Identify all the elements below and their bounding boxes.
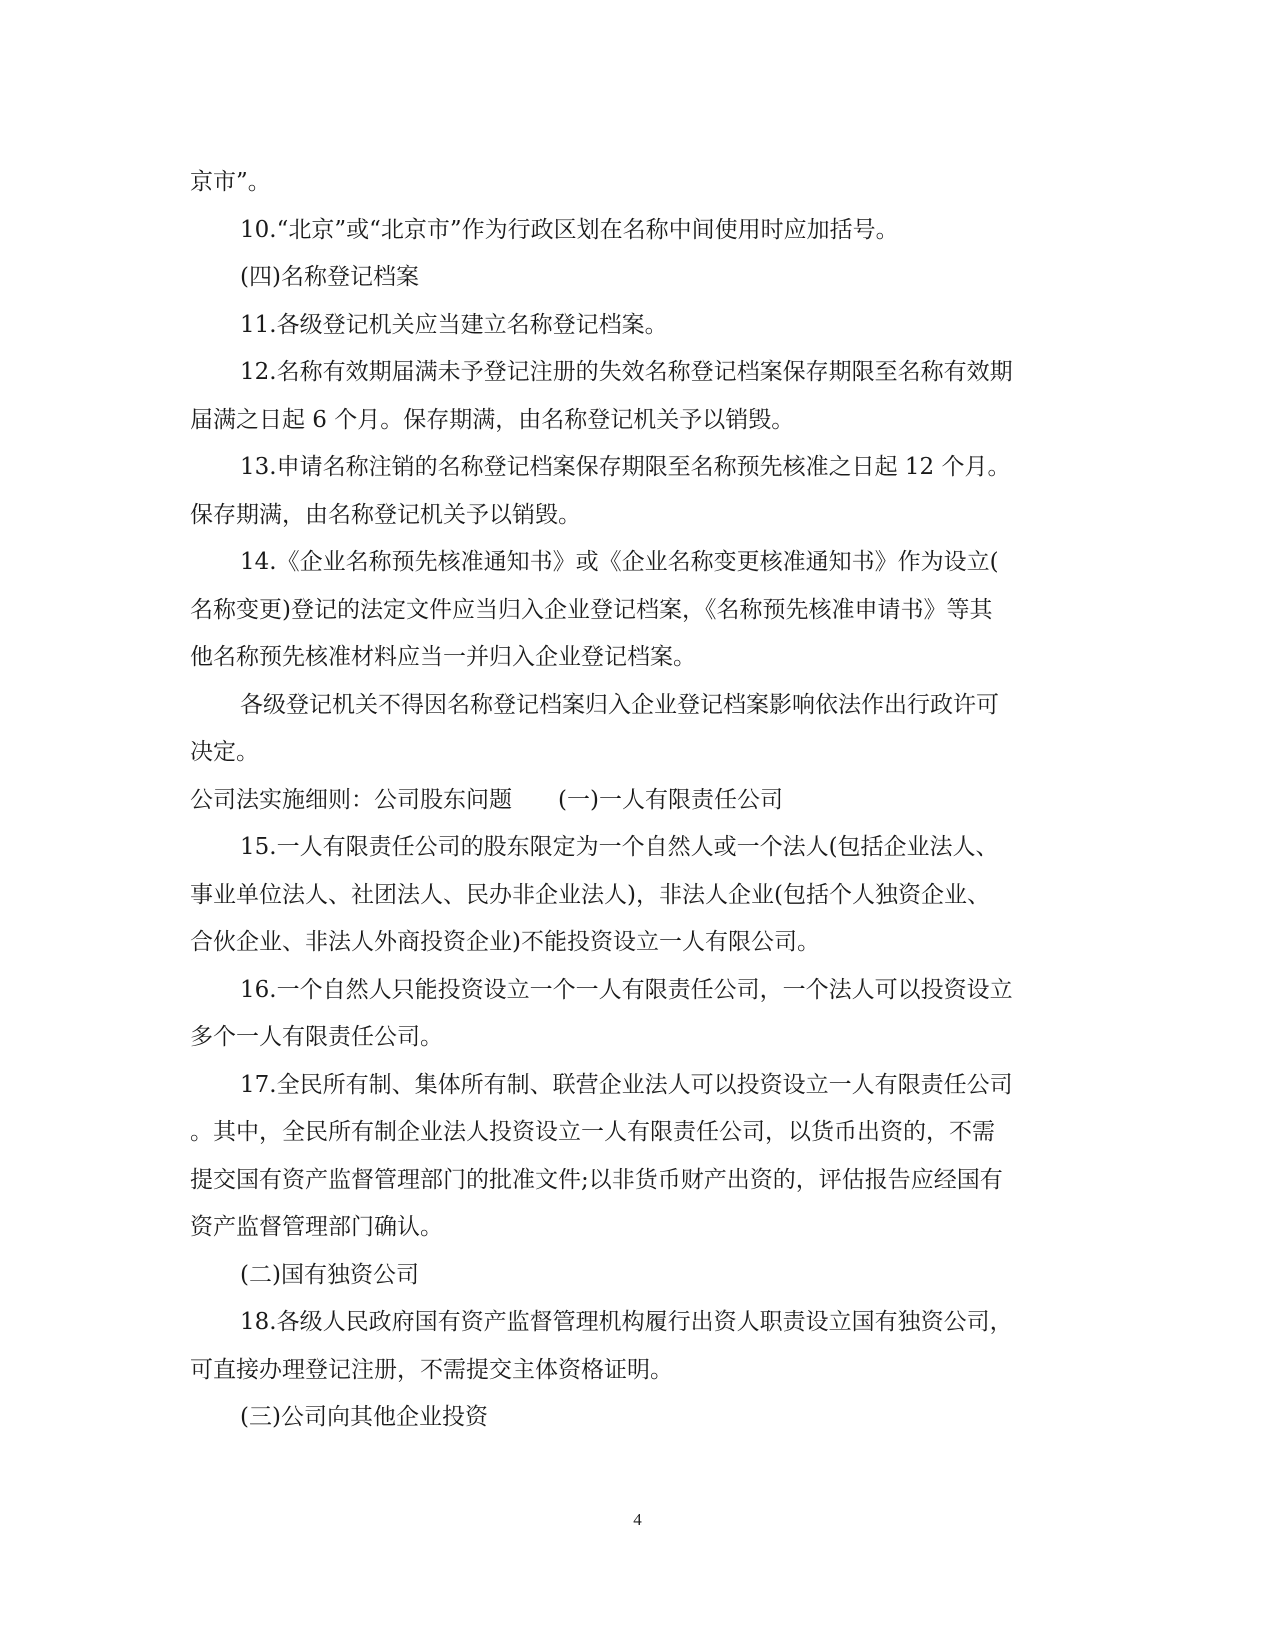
- section-heading-2: (二)国有独资公司: [240, 1261, 419, 1288]
- clause-18-line-2: 可直接办理登记注册，不需提交主体资格证明。: [190, 1356, 673, 1383]
- clause-18-line-1: 18.各级人民政府国有资产监督管理机构履行出资人职责设立国有独资公司，: [240, 1309, 1013, 1335]
- page-number: 4: [633, 1510, 642, 1529]
- section-heading-4: (四)名称登记档案: [240, 264, 419, 290]
- document-body: [190, 159, 1070, 1442]
- clause-17-line-1: 17.全民所有制、集体所有制、联营企业法人可以投资设立一人有限责任公司: [240, 1071, 1013, 1098]
- clause-12-line-1: 12.名称有效期届满未予登记注册的失效名称登记档案保存期限至名称有效期: [240, 359, 1013, 385]
- clause-10: 10.“北京”或“北京市”作为行政区划在名称中间使用时应加括号。: [240, 216, 899, 243]
- clause-14-line-1: 14.《企业名称预先核准通知书》或《企业名称变更核准通知书》作为设立(: [240, 549, 999, 575]
- paragraph-registration-line-1: 各级登记机关不得因名称登记档案归入企业登记档案影响依法作出行政许可: [240, 691, 999, 718]
- clause-17-line-4: 资产监督管理部门确认。: [190, 1214, 443, 1240]
- clause-17-line-3: 提交国有资产监督管理部门的批准文件;以非货币财产出资的，评估报告应经国有: [190, 1166, 1003, 1193]
- clause-12-line-2: 届满之日起 6 个月。保存期满，由名称登记机关予以销毁。: [190, 406, 795, 433]
- section-heading-shareholders: 公司法实施细则：公司股东问题 (一)一人有限责任公司: [190, 786, 783, 813]
- text-line-continuation: 京市”。: [190, 169, 271, 195]
- clause-11: 11.各级登记机关应当建立名称登记档案。: [240, 311, 668, 338]
- clause-13-line-1: 13.申请名称注销的名称登记档案保存期限至名称预先核准之日起 12 个月。: [240, 454, 1011, 480]
- paragraph-registration-line-2: 决定。: [190, 739, 259, 765]
- clause-15-line-1: 15.一人有限责任公司的股东限定为一个自然人或一个法人(包括企业法人、: [240, 834, 999, 860]
- clause-13-line-2: 保存期满，由名称登记机关予以销毁。: [190, 501, 581, 528]
- clause-15-line-2: 事业单位法人、社团法人、民办非企业法人)，非法人企业(包括个人独资企业、: [190, 881, 990, 908]
- clause-16-line-2: 多个一人有限责任公司。: [190, 1024, 443, 1050]
- clause-14-line-3: 他名称预先核准材料应当一并归入企业登记档案。: [190, 644, 696, 670]
- clause-15-line-3: 合伙企业、非法人外商投资企业)不能投资设立一人有限公司。: [190, 929, 820, 955]
- clause-17-line-2: 。其中，全民所有制企业法人投资设立一人有限责任公司，以货币出资的，不需: [190, 1119, 995, 1145]
- clause-14-line-2: 名称变更)登记的法定文件应当归入企业登记档案，《名称预先核准申请书》等其: [190, 596, 993, 623]
- clause-16-line-1: 16.一个自然人只能投资设立一个一人有限责任公司，一个法人可以投资设立: [240, 976, 1013, 1003]
- section-heading-3: (三)公司向其他企业投资: [240, 1404, 488, 1430]
